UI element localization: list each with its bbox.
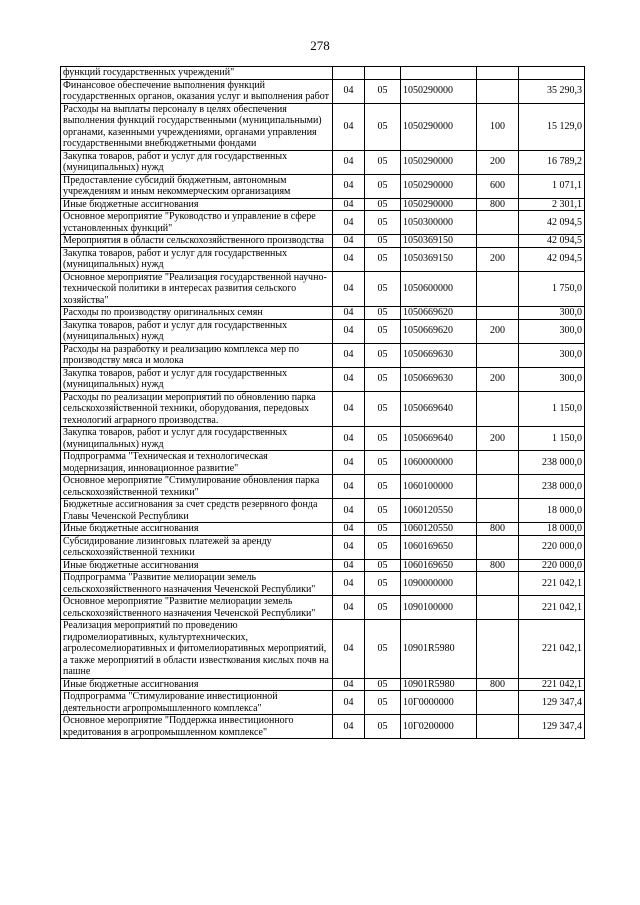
- row-subsection-cell: 05: [365, 150, 401, 174]
- budget-table-body: [61, 67, 585, 739]
- row-name-cell: Основное мероприятие "Стимулирование обновления парка сельскохозяйственной техники": [61, 475, 333, 499]
- row-target-article-cell: 1050290000: [401, 79, 477, 103]
- row-target-article-cell: 1060120550: [401, 499, 477, 523]
- row-name-cell: функций государственных учреждений": [61, 67, 333, 80]
- row-amount-cell: 42 094,5: [519, 211, 585, 235]
- row-amount-cell: 220 000,0: [519, 535, 585, 559]
- table-row: [61, 596, 585, 620]
- row-section-cell: 04: [333, 271, 365, 307]
- row-target-article-cell: 1050669620: [401, 307, 477, 320]
- row-section-cell: 04: [333, 691, 365, 715]
- row-section-cell: 04: [333, 198, 365, 211]
- row-amount-cell: 220 000,0: [519, 559, 585, 572]
- table-row: [61, 559, 585, 572]
- row-section-cell: 04: [333, 211, 365, 235]
- row-target-article-cell: 10901R5980: [401, 620, 477, 679]
- row-target-article-cell: [401, 67, 477, 80]
- table-row: [61, 475, 585, 499]
- row-subsection-cell: 05: [365, 691, 401, 715]
- row-amount-cell: 42 094,5: [519, 247, 585, 271]
- row-target-article-cell: 1050290000: [401, 198, 477, 211]
- row-target-article-cell: 1050600000: [401, 271, 477, 307]
- row-target-article-cell: 1050290000: [401, 103, 477, 150]
- row-expense-type-cell: [477, 715, 519, 739]
- row-amount-cell: 300,0: [519, 367, 585, 391]
- table-row: [61, 271, 585, 307]
- row-target-article-cell: 1050669640: [401, 427, 477, 451]
- row-name-cell: Предоставление субсидий бюджетным, автономным учреждениям и иным некоммерческим организациям: [61, 174, 333, 198]
- row-amount-cell: 238 000,0: [519, 451, 585, 475]
- row-section-cell: 04: [333, 596, 365, 620]
- table-row: [61, 535, 585, 559]
- row-amount-cell: 1 150,0: [519, 391, 585, 427]
- row-section-cell: 04: [333, 79, 365, 103]
- row-expense-type-cell: 200: [477, 427, 519, 451]
- row-section-cell: [333, 67, 365, 80]
- page-number: 278: [310, 38, 330, 53]
- row-expense-type-cell: [477, 67, 519, 80]
- table-row: [61, 691, 585, 715]
- table-row: [61, 523, 585, 536]
- row-expense-type-cell: 800: [477, 523, 519, 536]
- row-amount-cell: 18 000,0: [519, 523, 585, 536]
- row-subsection-cell: 05: [365, 247, 401, 271]
- row-target-article-cell: 1090100000: [401, 596, 477, 620]
- row-amount-cell: 42 094,5: [519, 235, 585, 248]
- row-target-article-cell: 1050290000: [401, 150, 477, 174]
- table-row: [61, 572, 585, 596]
- row-subsection-cell: 05: [365, 535, 401, 559]
- row-target-article-cell: 1050669620: [401, 319, 477, 343]
- row-target-article-cell: 1050300000: [401, 211, 477, 235]
- row-amount-cell: 300,0: [519, 319, 585, 343]
- row-amount-cell: 129 347,4: [519, 691, 585, 715]
- row-section-cell: 04: [333, 451, 365, 475]
- table-row: [61, 715, 585, 739]
- row-subsection-cell: 05: [365, 198, 401, 211]
- row-name-cell: Закупка товаров, работ и услуг для государственных (муниципальных) нужд: [61, 427, 333, 451]
- budget-table: [60, 66, 585, 739]
- table-row: [61, 211, 585, 235]
- row-name-cell: Иные бюджетные ассигнования: [61, 678, 333, 691]
- row-section-cell: 04: [333, 523, 365, 536]
- row-amount-cell: 15 129,0: [519, 103, 585, 150]
- table-row: [61, 367, 585, 391]
- row-expense-type-cell: [477, 391, 519, 427]
- row-section-cell: 04: [333, 475, 365, 499]
- row-expense-type-cell: [477, 271, 519, 307]
- row-section-cell: 04: [333, 715, 365, 739]
- row-amount-cell: 238 000,0: [519, 475, 585, 499]
- row-expense-type-cell: [477, 499, 519, 523]
- row-name-cell: Расходы на разработку и реализацию комплекса мер по производству мяса и молока: [61, 343, 333, 367]
- row-subsection-cell: 05: [365, 79, 401, 103]
- row-section-cell: 04: [333, 620, 365, 679]
- row-expense-type-cell: 200: [477, 247, 519, 271]
- row-name-cell: Основное мероприятие "Развитие мелиорации земель сельскохозяйственного назначения Чеченской Республики": [61, 596, 333, 620]
- row-amount-cell: 18 000,0: [519, 499, 585, 523]
- row-name-cell: Реализация мероприятий по проведению гидромелиоративных, культуртехнических, агролесомелиоративных и фитомелиоративных мероприятий, а также мероприятий в области известкования кислых почв на пашне: [61, 620, 333, 679]
- row-expense-type-cell: 800: [477, 559, 519, 572]
- row-expense-type-cell: [477, 596, 519, 620]
- row-expense-type-cell: 800: [477, 198, 519, 211]
- row-expense-type-cell: [477, 691, 519, 715]
- row-subsection-cell: 05: [365, 271, 401, 307]
- row-section-cell: 04: [333, 307, 365, 320]
- row-expense-type-cell: 200: [477, 367, 519, 391]
- row-name-cell: Иные бюджетные ассигнования: [61, 559, 333, 572]
- row-name-cell: Основное мероприятие "Руководство и управление в сфере установленных функций": [61, 211, 333, 235]
- row-target-article-cell: 1050369150: [401, 235, 477, 248]
- row-amount-cell: [519, 67, 585, 80]
- row-section-cell: 04: [333, 572, 365, 596]
- row-amount-cell: 16 789,2: [519, 150, 585, 174]
- row-section-cell: 04: [333, 343, 365, 367]
- row-section-cell: 04: [333, 247, 365, 271]
- row-name-cell: Основное мероприятие "Поддержка инвестиционного кредитования в агропромышленном комплексе": [61, 715, 333, 739]
- table-row: [61, 103, 585, 150]
- row-amount-cell: 1 150,0: [519, 427, 585, 451]
- table-row: [61, 343, 585, 367]
- row-section-cell: 04: [333, 535, 365, 559]
- row-subsection-cell: 05: [365, 678, 401, 691]
- row-expense-type-cell: [477, 620, 519, 679]
- row-expense-type-cell: [477, 475, 519, 499]
- row-target-article-cell: 1060169650: [401, 535, 477, 559]
- row-name-cell: Бюджетные ассигнования за счет средств резервного фонда Главы Чеченской Республики: [61, 499, 333, 523]
- row-expense-type-cell: [477, 211, 519, 235]
- row-section-cell: 04: [333, 103, 365, 150]
- row-section-cell: 04: [333, 427, 365, 451]
- row-expense-type-cell: 600: [477, 174, 519, 198]
- table-row: [61, 150, 585, 174]
- row-target-article-cell: 1050369150: [401, 247, 477, 271]
- row-subsection-cell: 05: [365, 307, 401, 320]
- row-subsection-cell: 05: [365, 572, 401, 596]
- row-name-cell: Подпрограмма "Техническая и технологическая модернизация, инновационное развитие": [61, 451, 333, 475]
- row-section-cell: 04: [333, 499, 365, 523]
- row-expense-type-cell: 100: [477, 103, 519, 150]
- row-subsection-cell: 05: [365, 596, 401, 620]
- row-name-cell: Мероприятия в области сельскохозяйственного производства: [61, 235, 333, 248]
- table-row: [61, 79, 585, 103]
- table-row: [61, 499, 585, 523]
- row-subsection-cell: 05: [365, 391, 401, 427]
- row-section-cell: 04: [333, 367, 365, 391]
- row-subsection-cell: 05: [365, 620, 401, 679]
- table-row: [61, 198, 585, 211]
- table-row: [61, 67, 585, 80]
- row-subsection-cell: 05: [365, 451, 401, 475]
- table-row: [61, 174, 585, 198]
- row-subsection-cell: 05: [365, 235, 401, 248]
- row-expense-type-cell: [477, 79, 519, 103]
- row-subsection-cell: 05: [365, 174, 401, 198]
- row-section-cell: 04: [333, 559, 365, 572]
- row-subsection-cell: [365, 67, 401, 80]
- row-amount-cell: 1 071,1: [519, 174, 585, 198]
- row-section-cell: 04: [333, 174, 365, 198]
- row-target-article-cell: 1090000000: [401, 572, 477, 596]
- table-row: [61, 391, 585, 427]
- row-target-article-cell: 1060120550: [401, 523, 477, 536]
- row-target-article-cell: 1060000000: [401, 451, 477, 475]
- row-amount-cell: 300,0: [519, 307, 585, 320]
- table-row: [61, 620, 585, 679]
- row-subsection-cell: 05: [365, 103, 401, 150]
- row-section-cell: 04: [333, 150, 365, 174]
- row-amount-cell: 300,0: [519, 343, 585, 367]
- row-name-cell: Основное мероприятие "Реализация государственной научно-технической политики в интересах развития сельского хозяйства": [61, 271, 333, 307]
- row-expense-type-cell: 200: [477, 319, 519, 343]
- row-name-cell: Закупка товаров, работ и услуг для государственных (муниципальных) нужд: [61, 319, 333, 343]
- row-subsection-cell: 05: [365, 523, 401, 536]
- row-subsection-cell: 05: [365, 367, 401, 391]
- row-subsection-cell: 05: [365, 715, 401, 739]
- row-target-article-cell: 1050669640: [401, 391, 477, 427]
- table-row: [61, 247, 585, 271]
- row-expense-type-cell: 800: [477, 678, 519, 691]
- row-name-cell: Расходы по производству оригинальных семян: [61, 307, 333, 320]
- row-name-cell: Закупка товаров, работ и услуг для государственных (муниципальных) нужд: [61, 367, 333, 391]
- row-expense-type-cell: [477, 343, 519, 367]
- row-name-cell: Расходы по реализации мероприятий по обновлению парка сельскохозяйственной техники, оборудования, передовых технологий аграрного производства.: [61, 391, 333, 427]
- row-target-article-cell: 1050290000: [401, 174, 477, 198]
- row-name-cell: Иные бюджетные ассигнования: [61, 198, 333, 211]
- table-row: [61, 307, 585, 320]
- row-target-article-cell: 1050669630: [401, 343, 477, 367]
- row-name-cell: Субсидирование лизинговых платежей за аренду сельскохозяйственной техники: [61, 535, 333, 559]
- row-section-cell: 04: [333, 235, 365, 248]
- row-expense-type-cell: [477, 535, 519, 559]
- row-section-cell: 04: [333, 319, 365, 343]
- row-amount-cell: 221 042,1: [519, 620, 585, 679]
- row-name-cell: Подпрограмма "Стимулирование инвестиционной деятельности агропромышленного комплекса": [61, 691, 333, 715]
- row-subsection-cell: 05: [365, 559, 401, 572]
- row-subsection-cell: 05: [365, 343, 401, 367]
- row-name-cell: Закупка товаров, работ и услуг для государственных (муниципальных) нужд: [61, 150, 333, 174]
- row-subsection-cell: 05: [365, 475, 401, 499]
- row-target-article-cell: 1060169650: [401, 559, 477, 572]
- row-target-article-cell: 10901R5980: [401, 678, 477, 691]
- row-section-cell: 04: [333, 678, 365, 691]
- row-amount-cell: 221 042,1: [519, 572, 585, 596]
- row-name-cell: Закупка товаров, работ и услуг для государственных (муниципальных) нужд: [61, 247, 333, 271]
- row-amount-cell: 1 750,0: [519, 271, 585, 307]
- row-name-cell: Финансовое обеспечение выполнения функций государственных органов, оказания услуг и выполнения работ: [61, 79, 333, 103]
- row-amount-cell: 2 301,1: [519, 198, 585, 211]
- row-name-cell: Расходы на выплаты персоналу в целях обеспечения выполнения функций государственными (муниципальными) органами, казенными учреждениями, органами управления государственными внебюджетными фондами: [61, 103, 333, 150]
- row-expense-type-cell: [477, 572, 519, 596]
- row-subsection-cell: 05: [365, 211, 401, 235]
- row-target-article-cell: 1050669630: [401, 367, 477, 391]
- row-expense-type-cell: 200: [477, 150, 519, 174]
- row-name-cell: Иные бюджетные ассигнования: [61, 523, 333, 536]
- table-row: [61, 427, 585, 451]
- row-amount-cell: 221 042,1: [519, 678, 585, 691]
- row-subsection-cell: 05: [365, 319, 401, 343]
- row-section-cell: 04: [333, 391, 365, 427]
- row-name-cell: Подпрограмма "Развитие мелиорации земель сельскохозяйственного назначения Чеченской Республики": [61, 572, 333, 596]
- row-target-article-cell: 1060100000: [401, 475, 477, 499]
- row-amount-cell: 129 347,4: [519, 715, 585, 739]
- table-row: [61, 235, 585, 248]
- row-amount-cell: 221 042,1: [519, 596, 585, 620]
- table-row: [61, 451, 585, 475]
- row-amount-cell: 35 290,3: [519, 79, 585, 103]
- row-expense-type-cell: [477, 451, 519, 475]
- row-subsection-cell: 05: [365, 427, 401, 451]
- row-expense-type-cell: [477, 307, 519, 320]
- row-target-article-cell: 10Г0000000: [401, 691, 477, 715]
- row-subsection-cell: 05: [365, 499, 401, 523]
- row-target-article-cell: 10Г0200000: [401, 715, 477, 739]
- row-expense-type-cell: [477, 235, 519, 248]
- table-row: [61, 319, 585, 343]
- table-row: [61, 678, 585, 691]
